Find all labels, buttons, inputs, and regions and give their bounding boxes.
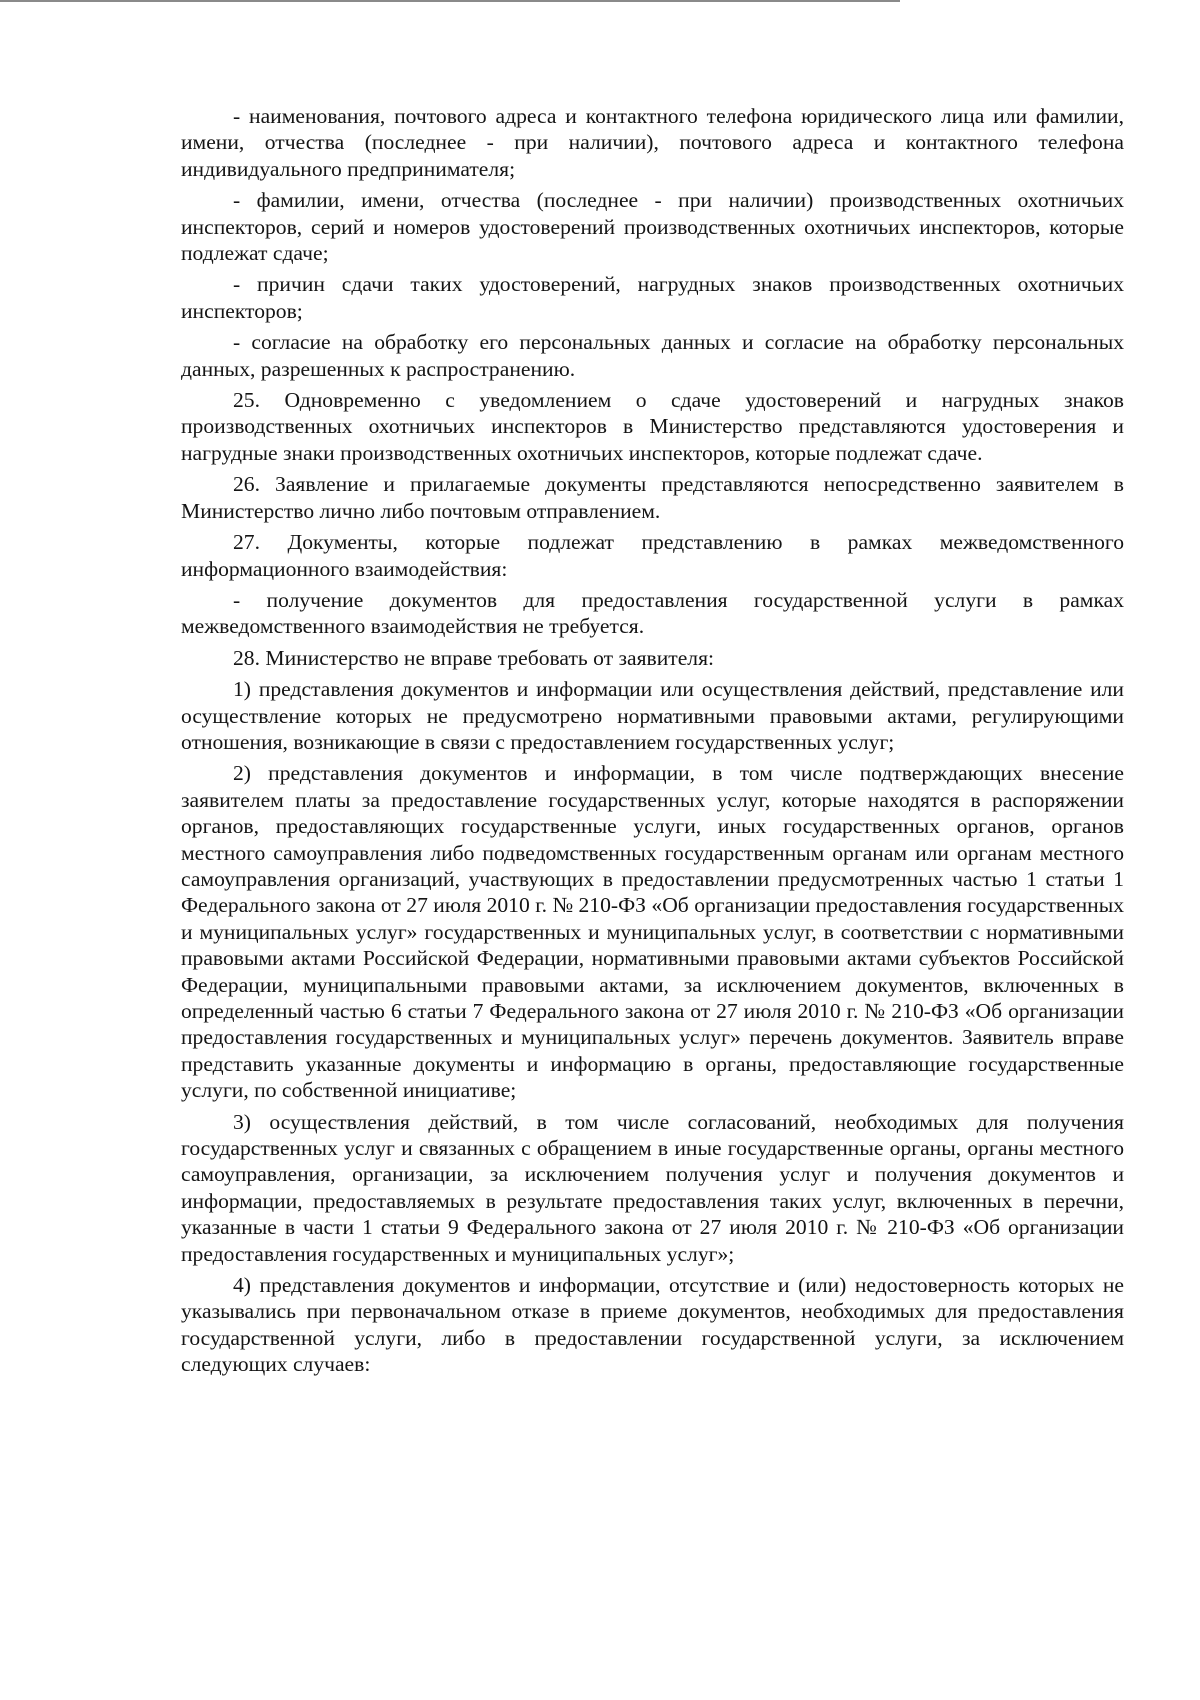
paragraph-26: 26. Заявление и прилагаемые документы представляются непосредственно заявителем в Министерство лично либо почтовым отправлением. bbox=[181, 472, 1124, 523]
paragraph-27: 27. Документы, которые подлежат представлению в рамках межведомственного информационного взаимодействия: bbox=[181, 530, 1124, 581]
paragraph-28-item-4: 4) представления документов и информации, отсутствие и (или) недостоверность которых не указывались при первоначальном отказе в приеме документов, необходимых для предоставления государственной услуги, либо в предоставлении государственной услуги, за исключением следующих случаев: bbox=[181, 1273, 1124, 1377]
paragraph-27-item: - получение документов для предоставления государственной услуги в рамках межведомственного взаимодействия не требуется. bbox=[181, 587, 1124, 639]
paragraph-item-inspectors: - фамилии, имени, отчества (последнее - при наличии) производственных охотничьих инспекторов, серий и номеров удостоверений производственных охотничьих инспекторов, которые подлежат сдаче; bbox=[181, 188, 1124, 266]
paragraph-28-item-1: 1) представления документов и информации или осуществления действий, представление или осуществление которых не предусмотрено нормативными правовыми актами, регулирующими отношения, возникающие в связи с предоставлением государственных услуг; bbox=[181, 677, 1124, 754]
paragraph-28-item-3: 3) осуществления действий, в том числе согласований, необходимых для получения государственных услуг и связанных с обращением в иные государственные органы, органы местного самоуправления, организации, за исключением получения услуг и получения документов и информации, предоставляемых в результате предоставления таких услуг, включенных в перечни, указанные в части 1 статьи 9 Федерального закона от 27 июля 2010 г. № 210-ФЗ «Об организации предоставления государственных и муниципальных услуг»; bbox=[181, 1109, 1124, 1266]
paragraph-28: 28. Министерство не вправе требовать от заявителя: bbox=[233, 645, 715, 670]
paragraph-item-reasons: - причин сдачи таких удостоверений, нагрудных знаков производственных охотничьих инспекторов; bbox=[181, 272, 1124, 323]
scan-top-edge bbox=[0, 0, 900, 2]
paragraph-item-name-address: - наименования, почтового адреса и контактного телефона юридического лица или фамилии, имени, отчества (последнее - при наличии), почтового адреса и контактного телефона индивидуального предпринимателя; bbox=[181, 104, 1124, 181]
paragraph-item-consent: - согласие на обработку его персональных данных и согласие на обработку персональных данных, разрешенных к распространению. bbox=[181, 330, 1124, 381]
paragraph-25: 25. Одновременно с уведомлением о сдаче удостоверений и нагрудных знаков производственных охотничьих инспекторов в Министерство представляются удостоверения и нагрудные знаки производственных охотничьих инспекторов, которые подлежат сдаче. bbox=[181, 388, 1124, 465]
document-body bbox=[181, 103, 1124, 1383]
paragraph-28-item-2: 2) представления документов и информации, в том числе подтверждающих внесение заявителем платы за предоставление государственных услуг, которые находятся в распоряжении органов, предоставляющих государственные услуги, иных государственных органов, органов местного самоуправления либо подведомственных государственным органам или органам местного самоуправления организаций, участвующих в предоставлении предусмотренных частью 1 статьи 1 Федерального закона от 27 июля 2010 г. № 210-ФЗ «Об организации предоставления государственных и муниципальных услуг» государственных и муниципальных услуг, в соответствии с нормативными правовыми актами Российской Федерации, нормативными правовыми актами субъектов Российской Федерации, муниципальными правовыми актами, за исключением документов, включенных в определенный частью 6 статьи 7 Федерального закона от 27 июля 2010 г. № 210-ФЗ «Об организации предоставления государственных и муниципальных услуг» перечень документов. Заявитель вправе представить указанные документы и информацию в органы, предоставляющие государственные услуги, по собственной инициативе; bbox=[181, 761, 1124, 1103]
